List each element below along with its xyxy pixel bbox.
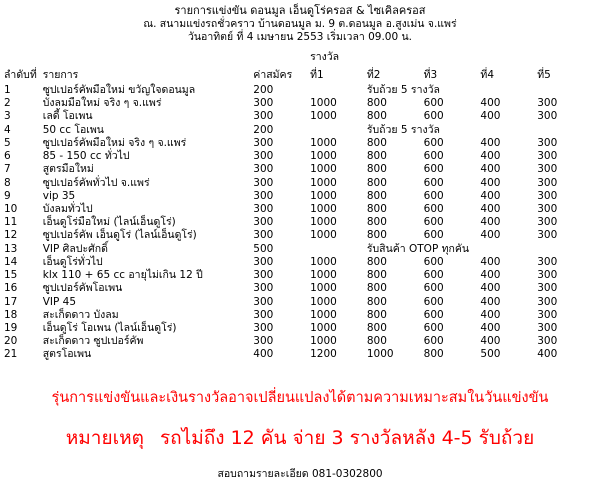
spacer-fee — [253, 48, 310, 66]
row-prize-note: รับถ้วย 5 รางวัล — [366, 84, 440, 96]
row-prize-1: 1000 — [310, 295, 337, 308]
footer-contact: สอบถามรายละเอียด 081-0302800 — [217, 468, 383, 480]
row-prize-5: 300 — [537, 308, 558, 321]
row-prize-2: 800 — [366, 282, 387, 295]
row-prize-1: 1000 — [310, 150, 337, 163]
row-entry-fee: 200 — [253, 123, 274, 136]
row-class-name: บังลมมือใหม่ จริง ๆ จ.แพร่ — [42, 97, 162, 110]
table-row — [4, 150, 594, 163]
table-row — [4, 190, 594, 203]
row-prize-1 — [310, 243, 367, 256]
row-class-name: เอ็นดูโร่ โอเพน (ไลน์เอ็นดูโร่) — [42, 321, 177, 334]
column-header-p5: ที่5 — [537, 69, 551, 81]
prize-group-label: รางวัล — [310, 51, 340, 63]
row-prize-4: 400 — [480, 308, 501, 321]
spacer-no — [4, 48, 43, 66]
row-prize-3: 600 — [423, 163, 444, 176]
column-header-row — [4, 66, 594, 84]
table-row — [4, 203, 594, 216]
table-row — [4, 163, 594, 176]
row-prize-2: 800 — [366, 189, 387, 202]
row-prize-2: 800 — [366, 150, 387, 163]
table-row — [4, 177, 594, 190]
table-row — [4, 84, 594, 97]
row-number: 11 — [4, 216, 18, 229]
row-prize-5: 300 — [537, 282, 558, 295]
row-prize-5: 300 — [537, 229, 558, 242]
column-header-p3: ที่3 — [423, 69, 438, 81]
row-number: 16 — [4, 282, 18, 295]
table-row — [4, 348, 594, 361]
row-class-name: ซูปเปอร์คัพมือใหม่ จริง ๆ จ.แพร่ — [42, 136, 187, 149]
row-prize-4: 400 — [480, 202, 501, 215]
row-entry-fee: 300 — [253, 110, 274, 123]
row-prize-1: 1000 — [310, 308, 337, 321]
column-header-p4: ที่4 — [480, 69, 495, 81]
table-row — [4, 256, 594, 269]
row-class-name: สูตรโอเพน — [42, 348, 92, 361]
row-prize-2: 1000 — [366, 348, 394, 361]
row-entry-fee: 500 — [253, 242, 274, 255]
row-prize-4: 400 — [480, 189, 501, 202]
row-class-name: 85 - 150 cc ทั่วไป — [42, 150, 130, 163]
table-row — [4, 322, 594, 335]
row-entry-fee: 200 — [253, 84, 274, 96]
row-prize-3: 600 — [423, 202, 444, 215]
footer-note-text: รถไม่ถึง 12 คัน จ่าย 3 รางวัลหลัง 4-5 รับถ้วย — [159, 427, 535, 449]
header-title: รายการแข่งขัน ดอนมูล เอ็นดูโร่ครอส & ไซเคิลครอส — [174, 4, 426, 17]
row-prize-1: 1200 — [310, 348, 337, 361]
row-class-name: ซูปเปอร์คัพโอเพน — [42, 282, 123, 295]
row-prize-3: 600 — [423, 150, 444, 163]
table-body — [4, 84, 594, 362]
footer-note — [0, 423, 600, 453]
row-prize-5: 300 — [537, 189, 558, 202]
row-prize-1: 1000 — [310, 229, 337, 242]
row-entry-fee: 300 — [253, 202, 274, 215]
row-class-name: เลดี้ โอเพน — [42, 110, 93, 123]
row-prize-3: 800 — [423, 348, 444, 361]
row-prize-5: 300 — [537, 295, 558, 308]
row-prize-2: 800 — [366, 295, 387, 308]
row-class-name: เอ็นดูโร่ทั่วไป — [42, 255, 103, 268]
row-class-name: vip 35 — [42, 189, 76, 202]
row-number: 6 — [4, 150, 11, 163]
table-head — [4, 48, 594, 84]
row-prize-2: 800 — [366, 229, 387, 242]
row-prize-1: 1000 — [310, 321, 337, 334]
document-footer — [0, 386, 600, 482]
row-prize-5: 300 — [537, 335, 558, 348]
header-datetime: วันอาทิตย์ ที่ 4 เมษายน 2553 เริ่มเวลา 09.00 น. — [187, 30, 413, 43]
column-header-item: รายการ — [42, 69, 79, 81]
row-class-name: VIP ศิลปะศักดิ์ — [42, 242, 108, 255]
row-entry-fee: 300 — [253, 229, 274, 242]
row-prize-1 — [310, 84, 367, 97]
row-prize-2: 800 — [366, 202, 387, 215]
row-prize-4: 500 — [480, 348, 501, 361]
row-prize-3: 600 — [423, 136, 444, 149]
row-number: 14 — [4, 255, 18, 268]
row-number: 15 — [4, 269, 18, 282]
row-prize-4: 400 — [480, 163, 501, 176]
row-prize-4: 400 — [480, 136, 501, 149]
row-prize-3: 600 — [423, 255, 444, 268]
row-entry-fee: 300 — [253, 321, 274, 334]
row-prize-1: 1000 — [310, 216, 337, 229]
table-row — [4, 97, 594, 110]
row-entry-fee: 300 — [253, 136, 274, 149]
row-prize-4: 400 — [480, 255, 501, 268]
row-number: 21 — [4, 348, 18, 361]
row-class-name: 50 cc โอเพน — [42, 123, 104, 136]
row-prize-3: 600 — [423, 335, 444, 348]
row-class-name: สะเก็ดดาว ซูปเปอร์คัพ — [42, 335, 144, 348]
document-header — [0, 0, 600, 44]
row-prize-5: 300 — [537, 269, 558, 282]
row-class-name: ซูปเปอร์คัพทั่วไป จ.แพร่ — [42, 176, 150, 189]
row-prize-1: 1000 — [310, 176, 337, 189]
row-prize-3: 600 — [423, 295, 444, 308]
row-prize-4: 400 — [480, 97, 501, 110]
row-class-name: สะเก็ดดาว บังลม — [42, 308, 119, 321]
row-entry-fee: 400 — [253, 348, 274, 361]
row-prize-4: 400 — [480, 295, 501, 308]
row-prize-5: 300 — [537, 110, 558, 123]
row-number: 7 — [4, 163, 11, 176]
row-prize-5: 300 — [537, 150, 558, 163]
row-prize-2: 800 — [366, 321, 387, 334]
row-prize-4: 400 — [480, 269, 501, 282]
row-prize-5: 300 — [537, 163, 558, 176]
row-prize-3: 600 — [423, 189, 444, 202]
row-number: 5 — [4, 136, 11, 149]
row-prize-1 — [310, 124, 367, 137]
row-prize-4: 400 — [480, 176, 501, 189]
row-prize-1: 1000 — [310, 189, 337, 202]
row-number: 20 — [4, 335, 18, 348]
row-prize-2: 800 — [366, 269, 387, 282]
race-classes-table — [4, 48, 594, 362]
row-prize-2: 800 — [366, 97, 387, 110]
row-prize-5: 300 — [537, 97, 558, 110]
row-class-name: ซูปเปอร์คัพมือใหม่ ขวัญใจดอนมูล — [42, 84, 196, 96]
row-number: 9 — [4, 189, 11, 202]
row-prize-1: 1000 — [310, 255, 337, 268]
row-prize-3: 600 — [423, 308, 444, 321]
row-prize-5: 300 — [537, 176, 558, 189]
row-prize-4: 400 — [480, 150, 501, 163]
row-prize-3: 600 — [423, 229, 444, 242]
row-prize-note: รับสินค้า OTOP ทุกคัน — [366, 242, 470, 255]
row-prize-2: 800 — [366, 136, 387, 149]
row-prize-4: 400 — [480, 216, 501, 229]
column-header-p2: ที่2 — [366, 69, 381, 81]
row-prize-5: 300 — [537, 321, 558, 334]
row-prize-2: 800 — [366, 308, 387, 321]
row-number: 1 — [4, 84, 11, 96]
row-prize-5: 300 — [537, 216, 558, 229]
row-prize-3: 600 — [423, 321, 444, 334]
row-prize-4: 400 — [480, 110, 501, 123]
row-entry-fee: 300 — [253, 150, 274, 163]
table-row — [4, 269, 594, 282]
row-prize-2: 800 — [366, 335, 387, 348]
row-number: 17 — [4, 295, 18, 308]
row-entry-fee: 300 — [253, 255, 274, 268]
table-row — [4, 110, 594, 123]
column-header-no: ลำดับที่ — [4, 69, 37, 81]
results-table-wrapper — [0, 48, 600, 362]
spacer-item — [43, 48, 254, 66]
row-prize-3: 600 — [423, 216, 444, 229]
row-class-name: เอ็นดูโร่มือใหม่ (ไลน์เอ็นดูโร่) — [42, 216, 176, 229]
table-row — [4, 282, 594, 295]
table-row — [4, 296, 594, 309]
row-prize-4: 400 — [480, 282, 501, 295]
row-number: 4 — [4, 123, 11, 136]
row-prize-2: 800 — [366, 216, 387, 229]
row-prize-1: 1000 — [310, 269, 337, 282]
row-prize-1: 1000 — [310, 97, 337, 110]
row-entry-fee: 300 — [253, 216, 274, 229]
table-row — [4, 137, 594, 150]
prize-group-row — [4, 48, 594, 66]
row-number: 3 — [4, 110, 11, 123]
row-entry-fee: 300 — [253, 176, 274, 189]
row-entry-fee: 300 — [253, 308, 274, 321]
row-number: 8 — [4, 176, 11, 189]
row-entry-fee: 300 — [253, 282, 274, 295]
column-header-p1: ที่1 — [310, 69, 324, 81]
row-class-name: บังลมทั่วไป — [42, 202, 93, 215]
row-number: 13 — [4, 242, 18, 255]
row-entry-fee: 300 — [253, 189, 274, 202]
row-prize-2: 800 — [366, 176, 387, 189]
row-number: 10 — [4, 202, 18, 215]
row-prize-note: รับถ้วย 5 รางวัล — [366, 123, 440, 136]
row-class-name: ซูปเปอร์คัพ เอ็นดูโร่ (ไลน์เอ็นดูโร่) — [42, 229, 197, 242]
row-entry-fee: 300 — [253, 269, 274, 282]
row-number: 12 — [4, 229, 18, 242]
row-entry-fee: 300 — [253, 335, 274, 348]
row-entry-fee: 300 — [253, 97, 274, 110]
row-prize-5: 300 — [537, 255, 558, 268]
row-prize-3: 600 — [423, 176, 444, 189]
row-number: 18 — [4, 308, 18, 321]
row-prize-2: 800 — [366, 255, 387, 268]
row-prize-3: 600 — [423, 282, 444, 295]
row-class-name: สูตรมือใหม่ — [42, 163, 94, 176]
row-prize-3: 600 — [423, 110, 444, 123]
row-number: 19 — [4, 321, 18, 334]
row-prize-1: 1000 — [310, 335, 337, 348]
row-prize-5: 300 — [537, 136, 558, 149]
row-prize-3: 600 — [423, 97, 444, 110]
row-prize-5: 400 — [537, 348, 558, 361]
row-prize-4: 400 — [480, 229, 501, 242]
table-row — [4, 229, 594, 242]
row-prize-3: 600 — [423, 269, 444, 282]
row-entry-fee: 300 — [253, 295, 274, 308]
footer-note-label: หมายเหตุ — [65, 427, 144, 449]
row-number: 2 — [4, 97, 11, 110]
row-class-name: klx 110 + 65 cc อายุไม่เกิน 12 ปี — [42, 269, 203, 282]
column-header-fee: ค่าสมัคร — [253, 69, 293, 81]
row-class-name: VIP 45 — [42, 295, 77, 308]
table-row — [4, 124, 594, 137]
table-row — [4, 309, 594, 322]
table-row — [4, 335, 594, 348]
table-row — [4, 243, 594, 256]
row-entry-fee: 300 — [253, 163, 274, 176]
row-prize-1: 1000 — [310, 282, 337, 295]
row-prize-2: 800 — [366, 163, 387, 176]
table-row — [4, 216, 594, 229]
header-venue: ณ. สนามแข่งรถชั่วคราว บ้านดอนมูล ม. 9 ต.ดอนมูล อ.สูงเม่น จ.แพร่ — [143, 17, 457, 30]
row-prize-1: 1000 — [310, 202, 337, 215]
row-prize-1: 1000 — [310, 163, 337, 176]
row-prize-4: 400 — [480, 321, 501, 334]
row-prize-2: 800 — [366, 110, 387, 123]
row-prize-5: 300 — [537, 202, 558, 215]
footer-disclaimer: รุ่นการแข่งขันและเงินรางวัลอาจเปลี่ยนแปลงได้ตามความเหมาะสมในวันแข่งขัน — [51, 390, 549, 406]
row-prize-1: 1000 — [310, 136, 337, 149]
row-prize-1: 1000 — [310, 110, 337, 123]
row-prize-4: 400 — [480, 335, 501, 348]
